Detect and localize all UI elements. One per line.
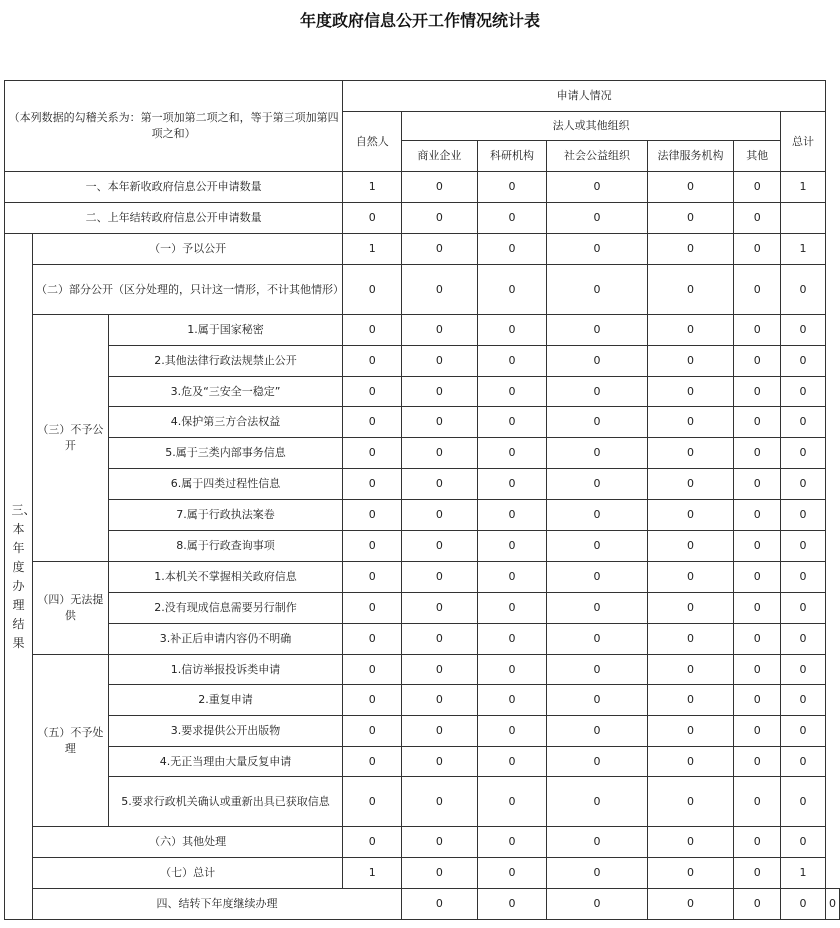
- header-applicant: 申请人情况: [343, 81, 826, 112]
- row-label: 2.其他法律行政法规禁止公开: [108, 346, 343, 377]
- group-not-processed: （五）不予处理: [32, 655, 108, 827]
- row-label: 3.要求提供公开出版物: [108, 716, 343, 747]
- cell-value: 0: [343, 377, 402, 407]
- cell-value: 0: [402, 889, 478, 920]
- row-label: 1.本机关不掌握相关政府信息: [108, 562, 343, 593]
- cell-value: 0: [781, 655, 826, 685]
- cell-value: 0: [781, 438, 826, 469]
- row-label: 二、上年结转政府信息公开申请数量: [5, 203, 343, 234]
- cell-value: 0: [547, 172, 647, 203]
- row-label: 4.无正当理由大量反复申请: [108, 747, 343, 777]
- cell-value: 0: [402, 562, 478, 593]
- cell-value: 0: [343, 593, 402, 624]
- row-label: 1.属于国家秘密: [108, 315, 343, 346]
- cell-value: 0: [477, 716, 547, 747]
- cell-value: 0: [647, 777, 734, 827]
- cell-value: 0: [402, 407, 478, 438]
- cell-value: 0: [781, 685, 826, 716]
- header-note: （本列数据的勾稽关系为：第一项加第二项之和，等于第三项加第四项之和）: [5, 81, 343, 172]
- cell-value: 0: [734, 407, 781, 438]
- cell-value: 1: [343, 234, 402, 265]
- row-label: （二）部分公开（区分处理的，只计这一情形，不计其他情形）: [32, 265, 342, 315]
- cell-value: 0: [343, 265, 402, 315]
- cell-value: 0: [647, 438, 734, 469]
- cell-value: 0: [647, 346, 734, 377]
- cell-value: 0: [477, 234, 547, 265]
- cell-value: 0: [402, 234, 478, 265]
- cell-value: 0: [647, 747, 734, 777]
- cell-value: 0: [402, 172, 478, 203]
- cell-value: 0: [343, 203, 402, 234]
- header-legal-org: 法人或其他组织: [402, 112, 781, 141]
- cell-value: 0: [402, 777, 478, 827]
- cell-value: 0: [343, 685, 402, 716]
- statistics-table: [4, 80, 840, 920]
- cell-value: 0: [647, 469, 734, 500]
- cell-value: 0: [647, 624, 734, 655]
- header-org: 其他: [734, 141, 781, 172]
- cell-value: 1: [343, 858, 402, 889]
- cell-value: 0: [477, 889, 547, 920]
- cell-value: 0: [547, 315, 647, 346]
- cell-value: 0: [734, 531, 781, 562]
- cell-value: 1: [343, 172, 402, 203]
- cell-value: 0: [781, 407, 826, 438]
- cell-value: 0: [477, 531, 547, 562]
- cell-value: 0: [477, 203, 547, 234]
- cell-value: 0: [402, 377, 478, 407]
- cell-value: 0: [402, 624, 478, 655]
- cell-value: 0: [647, 172, 734, 203]
- cell-value: 0: [547, 500, 647, 531]
- header-org: 法律服务机构: [647, 141, 734, 172]
- cell-value: 0: [734, 377, 781, 407]
- cell-value: 0: [402, 716, 478, 747]
- cell-value: 0: [477, 500, 547, 531]
- cell-value: 0: [477, 685, 547, 716]
- cell-value: 0: [781, 315, 826, 346]
- row-label: 一、本年新收政府信息公开申请数量: [5, 172, 343, 203]
- cell-value: 0: [734, 889, 781, 920]
- row-label: 7.属于行政执法案卷: [108, 500, 343, 531]
- cell-value: 0: [647, 377, 734, 407]
- cell-value: 0: [781, 716, 826, 747]
- cell-value: 0: [477, 407, 547, 438]
- cell-value: 0: [343, 315, 402, 346]
- cell-value: 0: [477, 315, 547, 346]
- row-label: 2.没有现成信息需要另行制作: [108, 593, 343, 624]
- cell-value: 0: [781, 889, 826, 920]
- cell-value: 0: [647, 315, 734, 346]
- cell-value: 0: [402, 685, 478, 716]
- cell-value: 0: [547, 716, 647, 747]
- cell-value: 0: [402, 500, 478, 531]
- cell-value: 0: [734, 593, 781, 624]
- cell-value: 0: [343, 346, 402, 377]
- cell-value: 0: [734, 265, 781, 315]
- cell-value: 0: [734, 500, 781, 531]
- header-org: 社会公益组织: [547, 141, 647, 172]
- cell-value: 0: [781, 562, 826, 593]
- row-label: （七）总计: [32, 858, 342, 889]
- cell-value: 0: [647, 685, 734, 716]
- cell-value: 0: [477, 777, 547, 827]
- cell-value: 0: [477, 593, 547, 624]
- header-org: 商业企业: [402, 141, 478, 172]
- cell-value: 0: [547, 685, 647, 716]
- group-cannot-provide: （四）无法提供: [32, 562, 108, 655]
- cell-value: 0: [647, 827, 734, 858]
- cell-value: 0: [734, 315, 781, 346]
- cell-value: 0: [547, 593, 647, 624]
- cell-value: 0: [734, 234, 781, 265]
- cell-value: 0: [781, 377, 826, 407]
- cell-value: 1: [781, 234, 826, 265]
- cell-value: 0: [343, 438, 402, 469]
- cell-value: 0: [734, 685, 781, 716]
- cell-value: 0: [402, 858, 478, 889]
- cell-value: 0: [402, 747, 478, 777]
- cell-value: 0: [734, 203, 781, 234]
- cell-value: 0: [477, 562, 547, 593]
- cell-value: 0: [734, 747, 781, 777]
- cell-value: 0: [402, 655, 478, 685]
- cell-value: 0: [402, 203, 478, 234]
- page-title: 年度政府信息公开工作情况统计表: [299, 11, 540, 30]
- cell-value: 0: [647, 203, 734, 234]
- cell-value: 0: [477, 377, 547, 407]
- cell-value: 0: [547, 858, 647, 889]
- cell-value: 0: [477, 469, 547, 500]
- cell-value: 0: [647, 234, 734, 265]
- cell-value: 0: [547, 562, 647, 593]
- cell-value: 0: [547, 234, 647, 265]
- cell-value: 0: [781, 265, 826, 315]
- header-natural-person: 自然人: [343, 112, 402, 172]
- cell-value: 0: [547, 777, 647, 827]
- cell-value: 0: [477, 827, 547, 858]
- cell-value: 0: [734, 469, 781, 500]
- cell-value: 0: [402, 469, 478, 500]
- header-org: 科研机构: [477, 141, 547, 172]
- cell-value: 0: [734, 858, 781, 889]
- cell-value: 0: [343, 500, 402, 531]
- cell-value: 0: [781, 593, 826, 624]
- row-label: 4.保护第三方合法权益: [108, 407, 343, 438]
- row-label: 8.属于行政查询事项: [108, 531, 343, 562]
- cell-value: 0: [781, 469, 826, 500]
- cell-value: 1: [781, 858, 826, 889]
- cell-value: 0: [343, 777, 402, 827]
- cell-value: 0: [343, 827, 402, 858]
- row-label: 四、结转下年度继续办理: [32, 889, 401, 920]
- cell-value: 0: [402, 531, 478, 562]
- cell-value: 0: [647, 593, 734, 624]
- cell-value: 1: [781, 172, 826, 203]
- cell-value: 0: [647, 889, 734, 920]
- cell-value: 0: [647, 265, 734, 315]
- cell-value: 0: [547, 655, 647, 685]
- row-label: 1.信访举报投诉类申请: [108, 655, 343, 685]
- cell-value: 0: [477, 438, 547, 469]
- row-label: 3.危及“三安全一稳定”: [108, 377, 343, 407]
- cell-value: 0: [647, 500, 734, 531]
- cell-value: 0: [781, 827, 826, 858]
- cell-value: 0: [547, 346, 647, 377]
- cell-value: 0: [734, 172, 781, 203]
- cell-value: 0: [781, 624, 826, 655]
- cell-value: 0: [781, 531, 826, 562]
- cell-value: 0: [402, 593, 478, 624]
- cell-value: 0: [402, 438, 478, 469]
- row-label: 5.要求行政机关确认或重新出具已获取信息: [108, 777, 343, 827]
- cell-value: 0: [343, 469, 402, 500]
- cell-value: 0: [647, 716, 734, 747]
- cell-value: 0: [547, 407, 647, 438]
- row-label: 5.属于三类内部事务信息: [108, 438, 343, 469]
- row-label: 2.重复申请: [108, 685, 343, 716]
- cell-value: 0: [343, 655, 402, 685]
- header-total: 总计: [781, 112, 826, 172]
- cell-value: 0: [547, 889, 647, 920]
- cell-value: 0: [734, 562, 781, 593]
- cell-value: 0: [477, 858, 547, 889]
- cell-value: 0: [734, 655, 781, 685]
- cell-value: 0: [547, 827, 647, 858]
- cell-value: 0: [734, 346, 781, 377]
- cell-value: 0: [547, 203, 647, 234]
- cell-value: 0: [647, 655, 734, 685]
- cell-value: 0: [343, 747, 402, 777]
- cell-value: 0: [734, 827, 781, 858]
- cell-value: 0: [781, 500, 826, 531]
- cell-value: 0: [647, 562, 734, 593]
- cell-value: 0: [647, 531, 734, 562]
- row-label: 6.属于四类过程性信息: [108, 469, 343, 500]
- cell-value: 0: [402, 265, 478, 315]
- cell-value: 0: [547, 265, 647, 315]
- row-label: （一）予以公开: [32, 234, 342, 265]
- cell-value: 0: [477, 747, 547, 777]
- section-three-label: [5, 234, 36, 920]
- cell-value: 0: [477, 172, 547, 203]
- cell-value: 0: [547, 438, 647, 469]
- cell-value: 0: [343, 624, 402, 655]
- cell-value: 0: [547, 624, 647, 655]
- cell-value: 0: [477, 624, 547, 655]
- group-not-disclose: （三）不予公开: [32, 315, 108, 562]
- cell-value: 0: [734, 716, 781, 747]
- cell-value: 0: [402, 315, 478, 346]
- cell-value: 0: [734, 777, 781, 827]
- cell-value: 0: [402, 346, 478, 377]
- row-label: （六）其他处理: [32, 827, 342, 858]
- cell-value: 0: [343, 531, 402, 562]
- cell-value: 0: [343, 562, 402, 593]
- cell-value: 0: [826, 889, 840, 920]
- cell-value: 0: [402, 827, 478, 858]
- section-three-text: 三、本年度办理结果: [11, 502, 36, 650]
- cell-value: 0: [781, 346, 826, 377]
- cell-value: 0: [547, 377, 647, 407]
- cell-value: 0: [477, 655, 547, 685]
- row-label: 3.补正后申请内容仍不明确: [108, 624, 343, 655]
- cell-value: 0: [781, 747, 826, 777]
- cell-value: [781, 203, 826, 234]
- cell-value: 0: [547, 469, 647, 500]
- cell-value: 0: [477, 265, 547, 315]
- cell-value: 0: [547, 531, 647, 562]
- cell-value: 0: [647, 858, 734, 889]
- cell-value: 0: [547, 747, 647, 777]
- cell-value: 0: [781, 777, 826, 827]
- cell-value: 0: [477, 346, 547, 377]
- cell-value: 0: [734, 624, 781, 655]
- cell-value: 0: [343, 716, 402, 747]
- cell-value: 0: [647, 407, 734, 438]
- cell-value: 0: [734, 438, 781, 469]
- cell-value: 0: [343, 407, 402, 438]
